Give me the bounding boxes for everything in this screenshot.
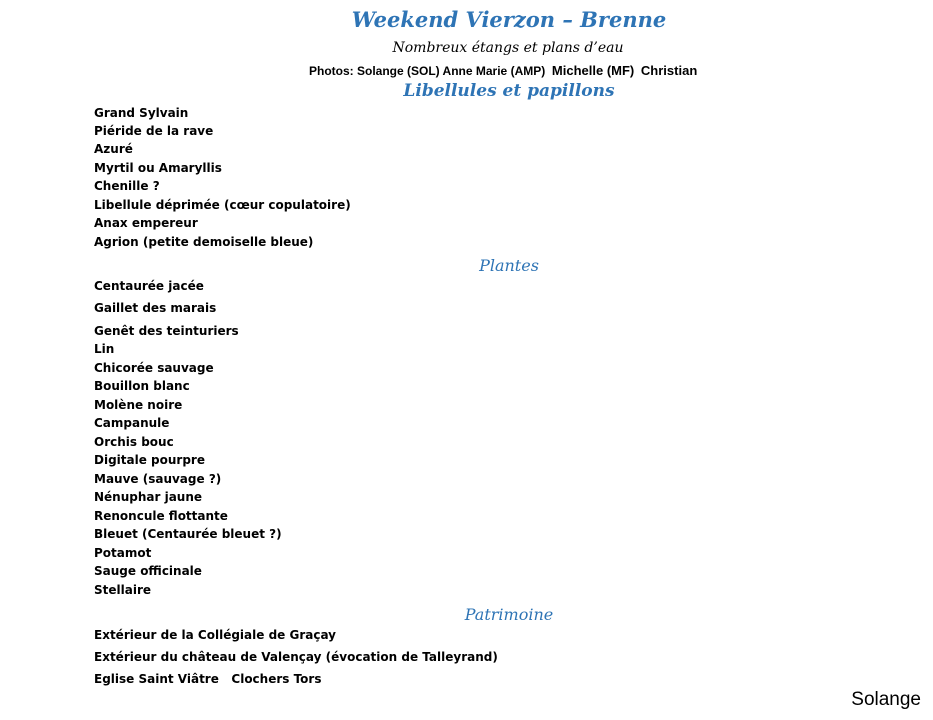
list-item: Renoncule flottante	[94, 509, 228, 523]
list-item: Centaurée jacée	[94, 279, 204, 293]
document-title: Weekend Vierzon – Brenne	[351, 7, 667, 32]
list-item: Eglise Saint Viâtre Clochers Tors	[94, 672, 322, 686]
list-item: Agrion (petite demoiselle bleue)	[94, 235, 314, 249]
list-item: Libellule déprimée (cœur copulatoire)	[94, 198, 351, 212]
list-item: Campanule	[94, 416, 170, 430]
list-item: Bleuet (Centaurée bleuet ?)	[94, 527, 282, 541]
photos-credit-part3: Christian	[640, 63, 698, 78]
photos-credit-part2: Michelle (MF)	[551, 63, 635, 78]
list-item: Anax empereur	[94, 216, 198, 230]
list-item: Grand Sylvain	[94, 106, 189, 120]
list-item: Extérieur de la Collégiale de Graçay	[94, 628, 336, 642]
list-item: Mauve (sauvage ?)	[94, 472, 222, 486]
list-item: Chenille ?	[94, 179, 160, 193]
document-subtitle: Nombreux étangs et plans d’eau	[392, 40, 624, 56]
list-item: Piéride de la rave	[94, 124, 214, 138]
list-item: Myrtil ou Amaryllis	[94, 161, 222, 175]
photos-credit	[309, 63, 697, 78]
list-item: Chicorée sauvage	[94, 361, 214, 375]
list-item: Gaillet des marais	[94, 301, 217, 315]
list-item: Orchis bouc	[94, 435, 174, 449]
list-item: Nénuphar jaune	[94, 490, 203, 504]
footer-author: Solange	[851, 689, 921, 710]
list-item: Azuré	[94, 142, 133, 156]
list-item: Stellaire	[94, 583, 152, 597]
list-item: Potamot	[94, 546, 152, 560]
list-item: Bouillon blanc	[94, 379, 190, 393]
list-item: Extérieur du château de Valençay (évocation de Talleyrand)	[94, 650, 498, 664]
section-heading-patrimoine: Patrimoine	[464, 605, 554, 624]
list-item: Genêt des teinturiers	[94, 324, 239, 338]
list-item: Digitale pourpre	[94, 453, 205, 467]
section-heading-libellules: Libellules et papillons	[403, 81, 615, 101]
photos-credit-part1: Photos: Solange (SOL) Anne Marie (AMP)	[309, 64, 546, 78]
list-item: Sauge officinale	[94, 564, 202, 578]
list-item: Lin	[94, 342, 115, 356]
list-item: Molène noire	[94, 398, 183, 412]
section-heading-plantes: Plantes	[479, 256, 539, 275]
